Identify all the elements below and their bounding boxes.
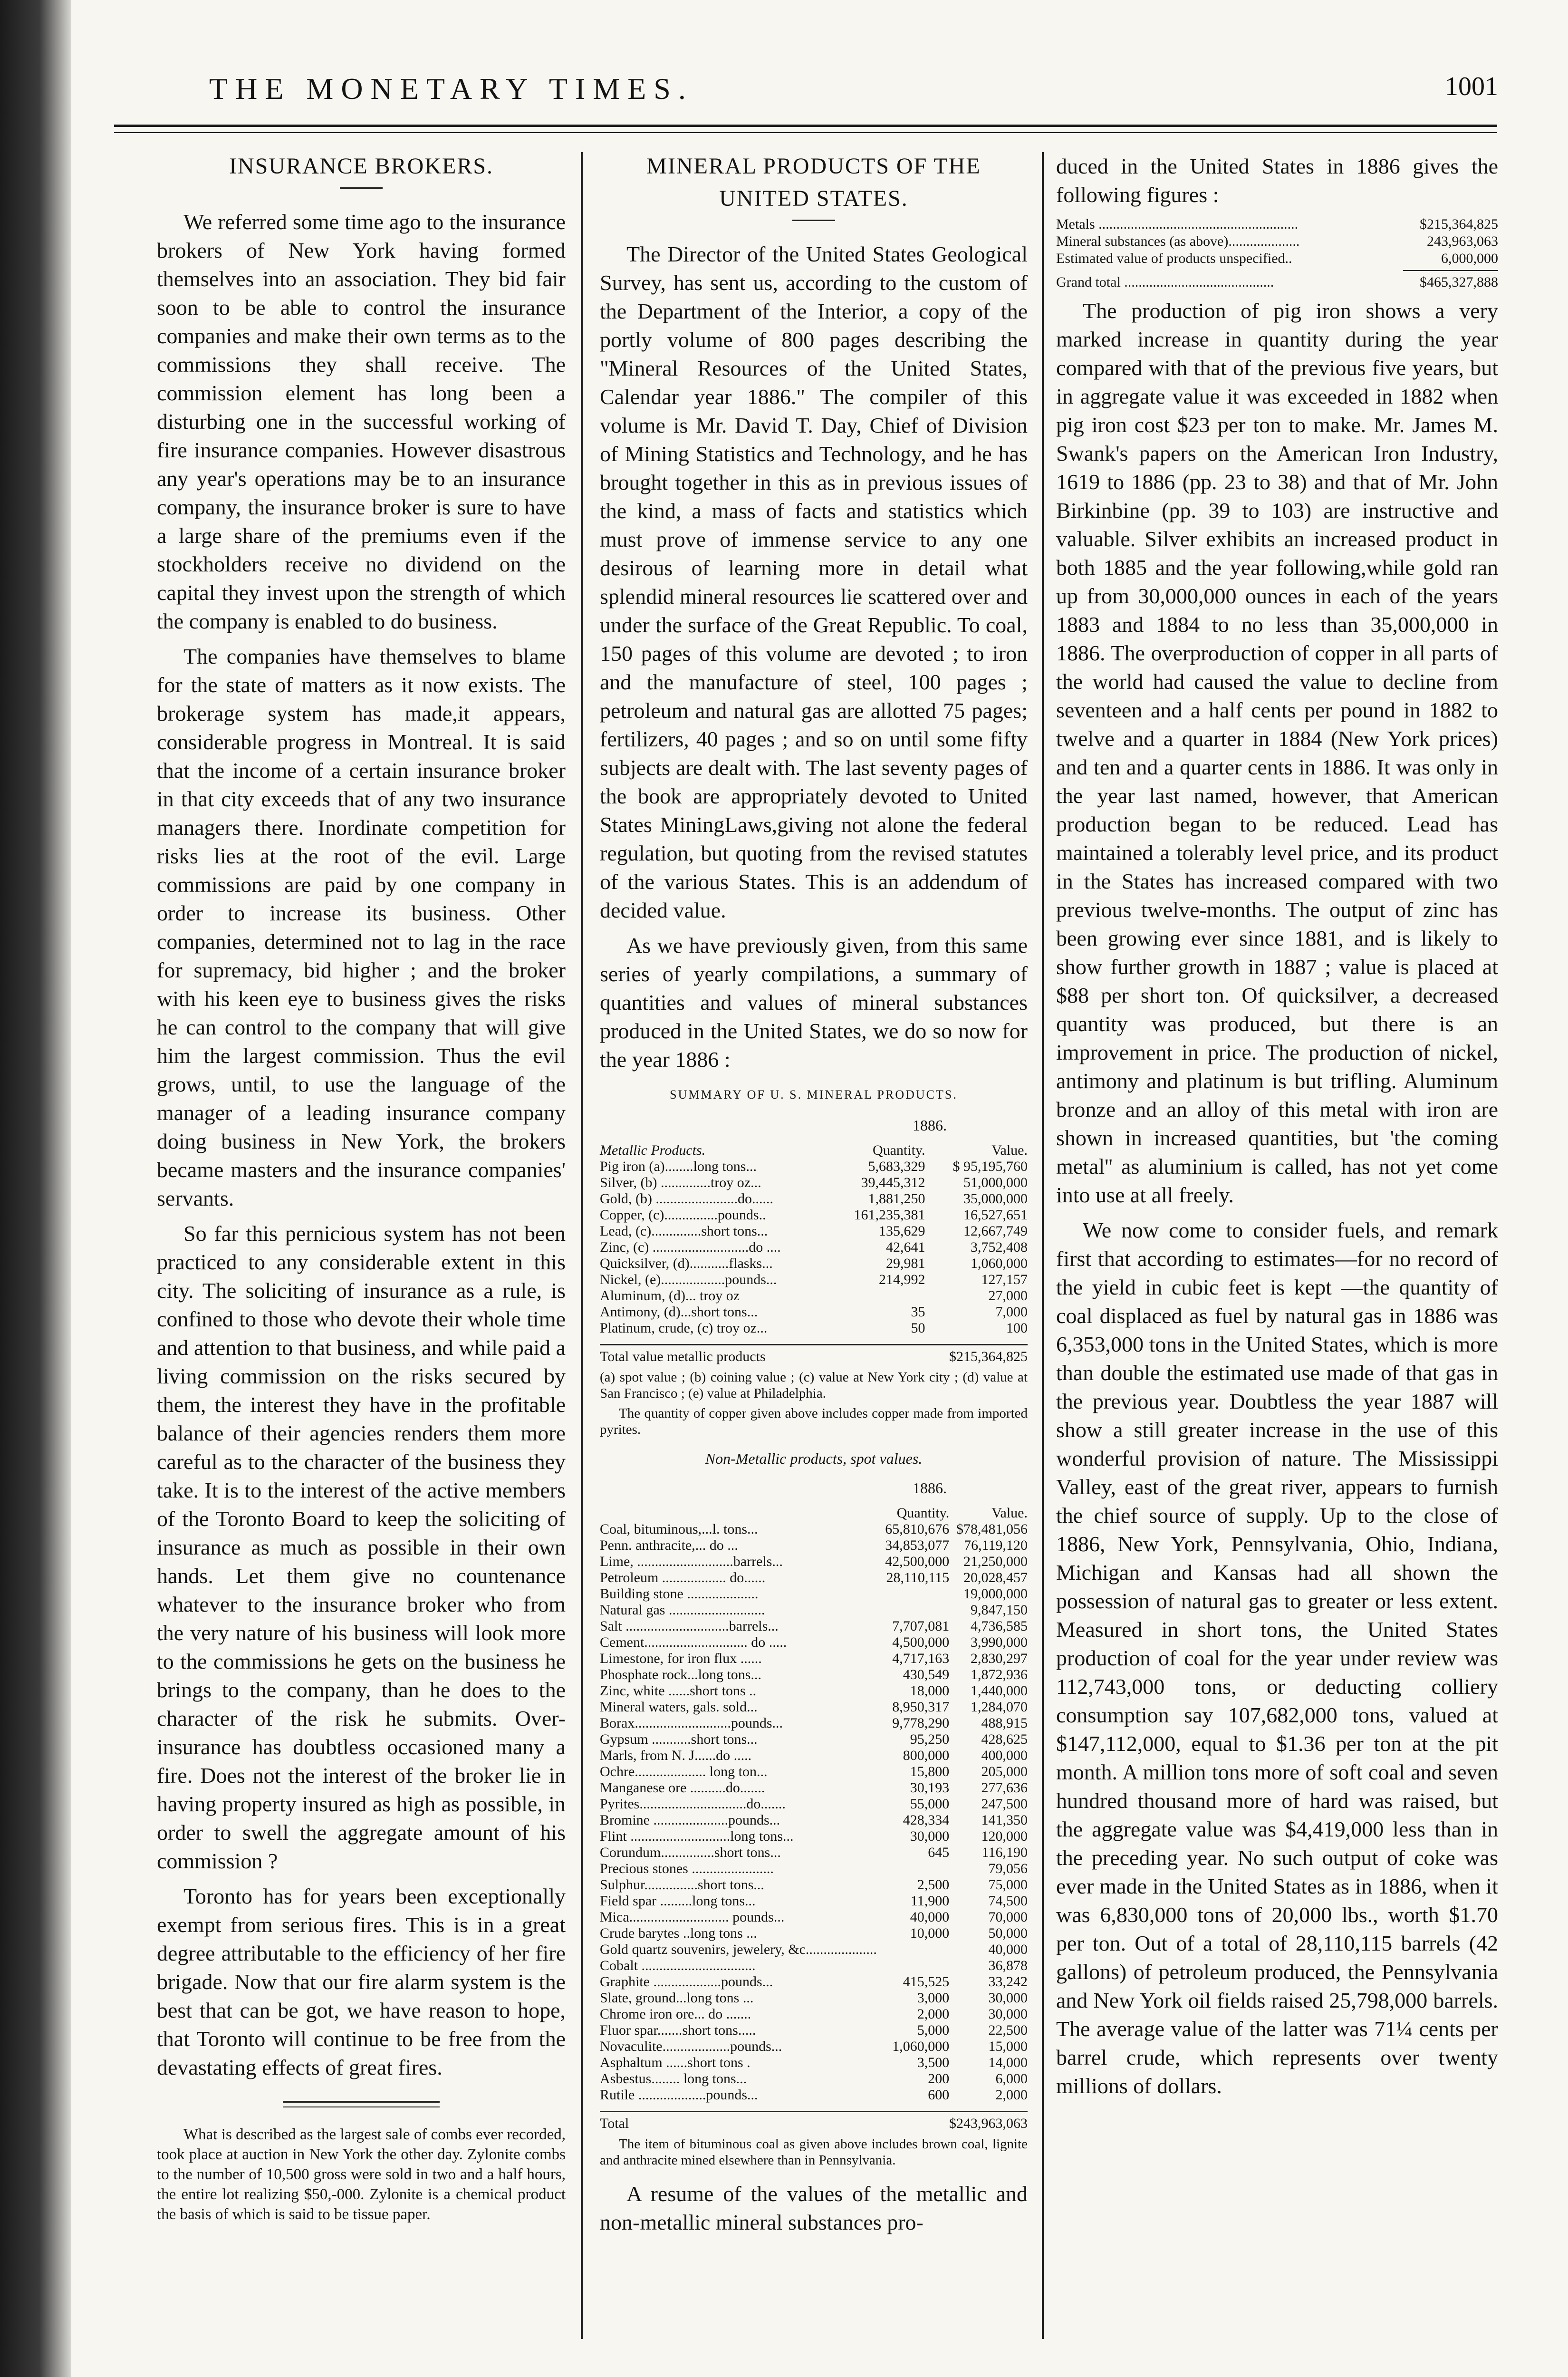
values-summary	[1056, 216, 1498, 291]
product-name: Platinum, crude, (c) troy oz...	[600, 1320, 768, 1336]
value-cell: 205,000	[981, 1764, 1028, 1779]
quantity-cell	[878, 1861, 950, 1877]
quantity-cell: 9,778,290	[892, 1715, 950, 1731]
value-cell: 277,636	[981, 1780, 1028, 1796]
product-name: Zinc, white ......short tons ..	[600, 1683, 757, 1699]
table-header-row	[600, 1142, 1028, 1159]
value-cell: 35,000,000	[963, 1191, 1028, 1207]
quantity-cell: 95,250	[910, 1731, 950, 1747]
paragraph: So far this pernicious system has not been practiced to any considerable extent in this city. The soliciting of insurance as a rule, is confined to those who devote their whole time and attention to that business, and while paid a living commission on the risks secured by them, the interest they have in the profitable balance of their agencies renders them more careful as to the character of the business they take. It is to the interest of the active members of the Toronto Board to keep the soliciting of insurance as much as possible in their own hands. Let them give no countenance whatever to the insurance broker who from the very nature of his business will look more to the commissions he gets on the business he brings to the company, than he does to the character of the risk he submits. Over-insurance has doubtless occasioned many a fire. Does not the interest of the broker lie in having property insured as high as possible, in order to swell the aggregate amount of his commission ?	[157, 1221, 566, 1873]
summary-rule	[1403, 270, 1498, 271]
value-cell: 1,060,000	[971, 1256, 1028, 1271]
table-caption: SUMMARY OF U. S. MINERAL PRODUCTS.	[670, 1088, 958, 1102]
product-name: Nickel, (e)..................pounds...	[600, 1272, 777, 1287]
value-cell: 3,752,408	[971, 1239, 1028, 1255]
article-title-line2: UNITED STATES.	[719, 186, 908, 211]
value-cell: 36,878	[988, 1958, 1028, 1973]
product-name: Ochre.................... long ton...	[600, 1764, 768, 1779]
table-row	[600, 1780, 1028, 1796]
table-row	[600, 1748, 1028, 1764]
value-cell: 40,000	[988, 1942, 1028, 1957]
table-row	[600, 1570, 1028, 1586]
product-name: Rutile ...................pounds...	[600, 2087, 758, 2103]
table-row	[600, 1667, 1028, 1683]
table-row	[600, 1191, 1028, 1207]
quantity-cell: 200	[928, 2071, 950, 2087]
product-name: Corundum...............short tons...	[600, 1845, 781, 1860]
grand-total-row: Grand total .......................................... $465,327,888	[1056, 274, 1498, 290]
table-row	[600, 1925, 1028, 1942]
quantity-cell	[878, 1942, 950, 1958]
table-row	[600, 2022, 1028, 2039]
metallic-total	[600, 1348, 1028, 1365]
value-cell: 27,000	[988, 1288, 1028, 1304]
quantity-cell: 40,000	[910, 1909, 950, 1925]
table-row	[600, 2055, 1028, 2071]
table-row	[600, 1554, 1028, 1570]
value-cell: 247,500	[981, 1796, 1028, 1812]
metallic-products-table	[600, 1142, 1028, 1336]
table-row	[600, 1521, 1028, 1537]
table-row	[600, 1990, 1028, 2006]
table-row	[600, 1634, 1028, 1651]
table-row	[600, 1651, 1028, 1667]
product-name: Quicksilver, (d)...........flasks...	[600, 1256, 773, 1271]
section-rule-thin	[283, 2106, 440, 2107]
header-rule-thin	[114, 132, 1497, 133]
product-name: Limestone, for iron flux ......	[600, 1651, 762, 1666]
quantity-cell: 4,717,163	[892, 1651, 950, 1666]
quantity-cell: 11,900	[910, 1893, 950, 1909]
table-row	[600, 1618, 1028, 1634]
table-row	[600, 1304, 1028, 1320]
paragraph: As we have previously given, from this same series of yearly compilations, a summary of quantities and values of mineral substances produced in the United States, we do so now for the year 1886 :	[600, 933, 1028, 1072]
value-cell: 22,500	[988, 2022, 1028, 2038]
summary-row: Estimated value of products unspecified.. 6,000,000	[1056, 251, 1498, 266]
product-name: Zinc, (c) ...........................do ....	[600, 1239, 781, 1255]
table-row	[600, 1861, 1028, 1877]
value-cell: 141,350	[981, 1812, 1028, 1828]
title-dash	[792, 220, 835, 221]
table-row	[600, 1683, 1028, 1699]
article-title-line1: MINERAL PRODUCTS OF THE	[646, 154, 981, 179]
quantity-cell: 39,445,312	[861, 1175, 925, 1190]
quantity-cell: 50	[911, 1320, 925, 1336]
product-name: Manganese ore ..........do.......	[600, 1780, 765, 1796]
product-name: Novaculite...................pounds...	[600, 2039, 782, 2054]
value-cell: 6,000	[995, 2071, 1028, 2087]
quantity-cell: 30,193	[910, 1780, 950, 1796]
product-name: Aluminum, (d)... troy oz	[600, 1288, 740, 1304]
table-row	[600, 1764, 1028, 1780]
paragraph: The Director of the United States Geological Survey, has sent us, according to the custom of the Department of the Interior, a copy of the portly volume of 800 pages describing the "Mineral Resources of the United States, Calendar year 1886." The compiler of this volume is Mr. David T. Day, Chief of Division of Mining Statistics and Technology, and he has brought together in this as in previous issues of the kind, a mass of facts and statistics which must prove of immense service to any one desirous of learning more in detail what splendid mineral resources lie scattered over and under the surface of the Great Republic. To coal, 150 pages of this volume are devoted ; to iron and the manufacture of steel, 100 pages ; petroleum and natural gas are allotted 75 pages; fertilizers, 40 pages ; and so on until some fifty subjects are dealt with. The last seventy pages of the book are appropriately devoted to United States MiningLaws,giving not alone the federal regulation, but quoting from the revised statutes of the various States. This is an addendum of decided value.	[600, 242, 1028, 922]
summary-row: Metals ........................................................ $215,364,825	[1056, 216, 1498, 232]
product-name: Pig iron (a)........long tons...	[600, 1159, 757, 1174]
value-cell: 4,736,585	[971, 1618, 1028, 1634]
value-cell: 120,000	[981, 1828, 1028, 1844]
product-name: Antimony, (d)...short tons...	[600, 1304, 758, 1320]
value-cell: 70,000	[988, 1909, 1028, 1925]
table-row	[600, 1974, 1028, 1990]
table-row	[600, 1256, 1028, 1272]
table-row	[600, 1877, 1028, 1893]
product-name: Chrome iron ore... do .......	[600, 2006, 751, 2022]
quantity-cell: 1,881,250	[868, 1191, 925, 1207]
table-row	[600, 2071, 1028, 2087]
product-name: Cement............................. do .....	[600, 1634, 787, 1650]
product-name: Cobalt ................................	[600, 1958, 756, 1973]
quantity-cell: 18,000	[910, 1683, 950, 1699]
quantity-cell: 430,549	[903, 1667, 950, 1682]
product-name: Marls, from N. J......do .....	[600, 1748, 752, 1763]
table-row	[600, 1893, 1028, 1909]
value-cell: 1,872,936	[971, 1667, 1028, 1682]
table-footnote: The item of bituminous coal as given above includes brown coal, lignite and anthracite mined elsewhere than in Pennsylvania.	[600, 2136, 1028, 2168]
product-name: Sulphur...............short tons...	[600, 1877, 764, 1893]
quantity-cell: 135,629	[879, 1223, 925, 1239]
product-name: Bromine .....................pounds...	[600, 1812, 780, 1828]
product-name: Copper, (c)...............pounds..	[600, 1207, 766, 1223]
column-header: Quantity.	[896, 1505, 950, 1521]
value-cell: 76,119,120	[964, 1537, 1028, 1553]
total-label: Total value metallic products	[600, 1349, 766, 1364]
product-name: Lime, ...........................barrels...	[600, 1554, 783, 1569]
table-row	[600, 1320, 1028, 1336]
product-name: Field spar .........long tons...	[600, 1893, 756, 1909]
total-label: Total	[600, 2116, 629, 2131]
value-cell: 3,990,000	[971, 1634, 1028, 1650]
quantity-cell: 15,800	[910, 1764, 950, 1779]
quantity-cell: 5,683,329	[868, 1159, 925, 1174]
product-name: Silver, (b) ..............troy oz...	[600, 1175, 761, 1190]
table-row	[600, 1731, 1028, 1748]
value-cell: 50,000	[988, 1925, 1028, 1941]
column-header: Value.	[991, 1142, 1028, 1158]
value-cell: 1,440,000	[971, 1683, 1028, 1699]
product-name: Building stone ....................	[600, 1586, 759, 1602]
quantity-cell: 8,950,317	[892, 1699, 950, 1715]
value-cell: 79,056	[988, 1861, 1028, 1876]
article-title: INSURANCE BROKERS.	[229, 154, 494, 179]
quantity-cell	[827, 1288, 925, 1304]
value-cell: 16,527,651	[963, 1207, 1028, 1223]
value-cell: 51,000,000	[963, 1175, 1028, 1190]
column-mineral-products-continued	[1056, 152, 1498, 2107]
quantity-cell	[878, 1586, 950, 1602]
total-value: $215,364,825	[949, 1349, 1028, 1364]
page-number: 1001	[1445, 72, 1498, 101]
table-row	[600, 1828, 1028, 1845]
value-cell: 19,000,000	[963, 1586, 1028, 1602]
quantity-cell: 1,060,000	[892, 2039, 950, 2054]
value-cell: 488,915	[981, 1715, 1028, 1731]
total-value: $243,963,063	[949, 2116, 1028, 2131]
table-row	[600, 1175, 1028, 1191]
product-name: Salt .............................barrels...	[600, 1618, 779, 1634]
value-cell: 2,000	[995, 2087, 1028, 2103]
column-header: Value.	[991, 1505, 1028, 1521]
quantity-cell: 28,110,115	[886, 1570, 950, 1585]
paragraph: The production of pig iron shows a very marked increase in quantity during the year compared with that of the previous five years, but in aggregate value it was exceeded in 1882 when pig iron cost $23 per ton to make. Mr. James M. Swank's papers on the American Iron Industry, 1619 to 1886 (pp. 23 to 38) and that of Mr. John Birkinbine (pp. 39 to 103) are instructive and valuable. Silver exhibits an increased product in both 1885 and the year following,while gold ran up from 30,000,000 ounces in each of the years 1883 and 1884 to no less than 35,000,000 in 1886. The overproduction of copper in all parts of the world had caused the value to decline from seventeen and a half cents per pound in 1882 to twelve and a quarter in 1884 (New York prices) and ten and a quarter cents in 1886. It was only in the year last named, however, that American production began to be reduced. Lead has maintained a tolerably level price, and its product in the States has increased compared with two previous twelve-months. The output of zinc has been growing ever since 1881, and is likely to show further growth in 1887 ; value is placed at $88 per short ton. Of quicksilver, a decreased quantity was produced, but there is an improvement in price. The production of nickel, antimony and platinum is but trifling. Aluminum bronze and an alloy of this metal with iron are shown in increased quantities, but 'the coming metal'' as aluminium is called, has not yet come into use at all freely.	[1056, 299, 1498, 1207]
value-cell: 12,667,749	[963, 1223, 1028, 1239]
table-row	[600, 1812, 1028, 1828]
quantity-cell: 415,525	[903, 1974, 950, 1990]
quantity-cell: 29,981	[886, 1256, 925, 1271]
nonmetallic-caption: Non-Metallic products, spot values.	[705, 1450, 923, 1467]
quantity-cell: 5,000	[917, 2022, 950, 2038]
product-name: Lead, (c)..............short tons...	[600, 1223, 768, 1239]
quantity-cell: 42,641	[886, 1239, 925, 1255]
quantity-cell: 800,000	[903, 1748, 950, 1763]
nonmetallic-products-table	[600, 1505, 1028, 2103]
value-cell: 127,157	[981, 1272, 1028, 1287]
product-name: Natural gas ...........................	[600, 1602, 765, 1618]
value-cell: 30,000	[988, 2006, 1028, 2022]
column-header: Metallic Products.	[600, 1142, 706, 1158]
paragraph: We referred some time ago to the insurance brokers of New York having formed themselves into an association. They bid fair soon to be able to control the insurance companies and make their own terms as to the commissions they shall receive. The commission element has long been a disturbing one in the successful working of fire insurance companies. However disastrous any year's operations may be to an insurance company, the insurance broker is sure to have a large share of the premiums even if the stockholders receive no dividend on the capital they invest upon the strength of which the company is enabled to do business.	[157, 210, 566, 633]
product-name: Slate, ground...long tons ...	[600, 1990, 754, 2006]
quantity-cell	[878, 1958, 950, 1974]
header-rule-thick	[114, 125, 1497, 127]
value-cell: 75,000	[988, 1877, 1028, 1893]
table-row	[600, 1602, 1028, 1618]
value-cell: 428,625	[981, 1731, 1028, 1747]
product-name: Mineral waters, gals. sold...	[600, 1699, 758, 1715]
product-name: Precious stones .......................	[600, 1861, 774, 1876]
product-name: Graphite ...................pounds...	[600, 1974, 773, 1990]
value-cell: 9,847,150	[971, 1602, 1028, 1618]
value-cell: 74,500	[988, 1893, 1028, 1909]
value-cell: $78,481,056	[956, 1521, 1028, 1537]
quantity-cell	[878, 1602, 950, 1618]
product-name: Gypsum ...........short tons...	[600, 1731, 758, 1747]
product-name: Penn. anthracite,... do ...	[600, 1537, 738, 1553]
quantity-cell: 34,853,077	[885, 1537, 950, 1553]
value-cell: 14,000	[988, 2055, 1028, 2070]
nonmetallic-total	[600, 2115, 1028, 2132]
brief-item: What is described as the largest sale of combs ever recorded, took place at auction in New York the other day. Zylonite combs to the number of 10,500 gross were sold in two and a half hours, the entire lot realizing $50,-000. Zylonite is a chemical product the basis of which is said to be tissue paper.	[157, 2126, 566, 2223]
value-cell: 2,830,297	[971, 1651, 1028, 1666]
table-rule	[600, 1344, 1028, 1345]
table-year: 1886.	[913, 1117, 947, 1134]
value-cell: 30,000	[988, 1990, 1028, 2006]
paragraph: We now come to consider fuels, and remark first that according to estimates—for no record of the yield in cubic feet is kept —the quantity of coal displaced as fuel by natural gas in 1886 was 6,353,000 tons in the United States, which is more than double the estimated use made of that gas in the previous year. Doubtless the year 1887 will show a still greater increase in the use of this wonderful provision of nature. The Mississippi Valley, east of the great river, appears to furnish the chief source of supply. Up to the close of 1886, New York, Pennsylvania, Ohio, Indiana, Michigan and Kansas had all shown the possession of natural gas to greater or less extent. Measured in short tons, the United States production of coal for the year under review was 112,743,000 tons, or deducting colliery consumption say 107,682,000 tons, valued at $147,112,000, equal to $1.36 per ton at the pit month. A million tons more of soft coal and seven hundred thousand more of hard was raised, but the aggregate value was $4,419,000 less than in the preceding year. No such output of coke was ever made in the United States as in 1886, when it was 6,830,000 tons of 20,000 lbs., worth $1.70 per ton. Out of a total of 28,110,115 barrels (42 gallons) of petroleum produced, the Pennsylvania and New York oil fields raised 25,798,000 barrels. The average value of the latter was 71¼ cents per barrel crude, which represents over twenty millions of dollars.	[1056, 1218, 1498, 2098]
product-name: Asphaltum ......short tons .	[600, 2055, 750, 2070]
value-cell: 20,028,457	[963, 1570, 1028, 1585]
quantity-cell: 35	[911, 1304, 925, 1320]
table-rule	[600, 2111, 1028, 2112]
product-name: Gold quartz souvenirs, jewelery, &c....................	[600, 1942, 877, 1957]
paragraph: duced in the United States in 1886 gives the following figures :	[1056, 154, 1498, 207]
quantity-cell: 161,235,381	[854, 1207, 925, 1223]
masthead: THE MONETARY TIMES.	[209, 72, 693, 106]
quantity-cell: 65,810,676	[885, 1521, 950, 1537]
quantity-cell: 600	[928, 2087, 950, 2103]
nonmetallic-year: 1886.	[913, 1479, 947, 1497]
table-row	[600, 1537, 1028, 1554]
quantity-cell: 55,000	[910, 1796, 950, 1812]
value-cell: 21,250,000	[963, 1554, 1028, 1569]
summary-row: Mineral substances (as above).................... 243,963,063	[1056, 233, 1498, 249]
product-name: Coal, bituminous,...l. tons...	[600, 1521, 758, 1537]
quantity-cell: 10,000	[910, 1925, 950, 1941]
quantity-cell: 214,992	[879, 1272, 925, 1287]
quantity-cell: 3,500	[917, 2055, 950, 2070]
product-name: Petroleum .................. do......	[600, 1570, 766, 1585]
product-name: Fluor spar.......short tons.....	[600, 2022, 756, 2038]
paragraph: A resume of the values of the metallic and non-metallic mineral substances pro-	[600, 2182, 1028, 2234]
product-name: Mica............................ pounds...	[600, 1909, 785, 1925]
table-row	[600, 1845, 1028, 1861]
value-cell: 400,000	[981, 1748, 1028, 1763]
table-row	[600, 1288, 1028, 1304]
table-row	[600, 1909, 1028, 1925]
table-footnote: (a) spot value ; (b) coining value ; (c) value at New York city ; (d) value at San Francisco ; (e) value at Philadelphia.	[600, 1370, 1028, 1401]
product-name: Crude barytes ..long tons ...	[600, 1925, 757, 1941]
table-row	[600, 1159, 1028, 1175]
table-row	[600, 1207, 1028, 1223]
value-cell: 1,284,070	[971, 1699, 1028, 1715]
column-mineral-products	[600, 152, 1028, 2243]
column-header	[600, 1505, 878, 1521]
scan-binding-edge	[0, 0, 71, 2377]
quantity-cell: 645	[928, 1845, 950, 1860]
value-cell: 33,242	[988, 1974, 1028, 1990]
table-row	[600, 1942, 1028, 1958]
value-cell: 7,000	[995, 1304, 1028, 1320]
quantity-cell: 7,707,081	[892, 1618, 950, 1634]
product-name: Asbestus........ long tons...	[600, 2071, 747, 2087]
value-cell: 116,190	[981, 1845, 1028, 1860]
quantity-cell: 2,500	[917, 1877, 950, 1893]
title-dash	[340, 187, 383, 189]
table-row	[600, 1223, 1028, 1239]
table-row	[600, 1715, 1028, 1731]
quantity-cell: 3,000	[917, 1990, 950, 2006]
value-cell: 100	[1006, 1320, 1028, 1336]
quantity-cell: 42,500,000	[885, 1554, 950, 1569]
table-row	[600, 2039, 1028, 2055]
value-cell: $ 95,195,760	[952, 1159, 1028, 1174]
table-row	[600, 1586, 1028, 1602]
paragraph: Toronto has for years been exceptionally exempt from serious fires. This is in a great degree attributable to the efficiency of her fire brigade. Now that our fire alarm system is the best that can be got, we have reason to hope, that Toronto will continue to be free from the devastating effects of great fires.	[157, 1884, 566, 2079]
quantity-cell: 30,000	[910, 1828, 950, 1844]
table-row	[600, 1958, 1028, 1974]
quantity-cell: 4,500,000	[892, 1634, 950, 1650]
product-name: Gold, (b) .......................do......	[600, 1191, 773, 1207]
column-rule-left	[581, 152, 583, 2339]
product-name: Flint ............................long tons...	[600, 1828, 794, 1844]
table-footnote: The quantity of copper given above includes copper made from imported pyrites.	[600, 1406, 1028, 1437]
table-row	[600, 1796, 1028, 1812]
value-cell: 15,000	[988, 2039, 1028, 2054]
table-row	[600, 2087, 1028, 2103]
product-name: Pyrites..............................do.......	[600, 1796, 786, 1812]
column-rule-right	[1042, 152, 1044, 2339]
column-header: Quantity.	[872, 1142, 925, 1158]
table-row	[600, 1239, 1028, 1256]
table-header-row	[600, 1505, 1028, 1521]
column-insurance-brokers	[157, 152, 566, 2231]
table-row	[600, 1272, 1028, 1288]
quantity-cell: 2,000	[917, 2006, 950, 2022]
product-name: Borax...........................pounds...	[600, 1715, 783, 1731]
quantity-cell: 428,334	[903, 1812, 950, 1828]
paragraph: The companies have themselves to blame for the state of matters as it now exists. The brokerage system has made,it appears, considerable progress in Montreal. It is said that the income of a certain insurance broker in that city exceeds that of any two insurance managers there. Inordinate competition for risks lies at the root of the evil. Large commissions are paid by one company in order to increase its business. Other companies, determined not to lag in the race for supremacy, bid higher ; and the broker with his keen eye to business gives the risks he can control to the company that will give him the largest commission. Thus the evil grows, until, to use the language of the manager of a leading insurance company doing business in New York, the brokers became masters and the insurance companies' servants.	[157, 644, 566, 1210]
table-row	[600, 1699, 1028, 1715]
product-name: Phosphate rock...long tons...	[600, 1667, 761, 1682]
table-row	[600, 2006, 1028, 2022]
section-rule	[283, 2101, 440, 2103]
